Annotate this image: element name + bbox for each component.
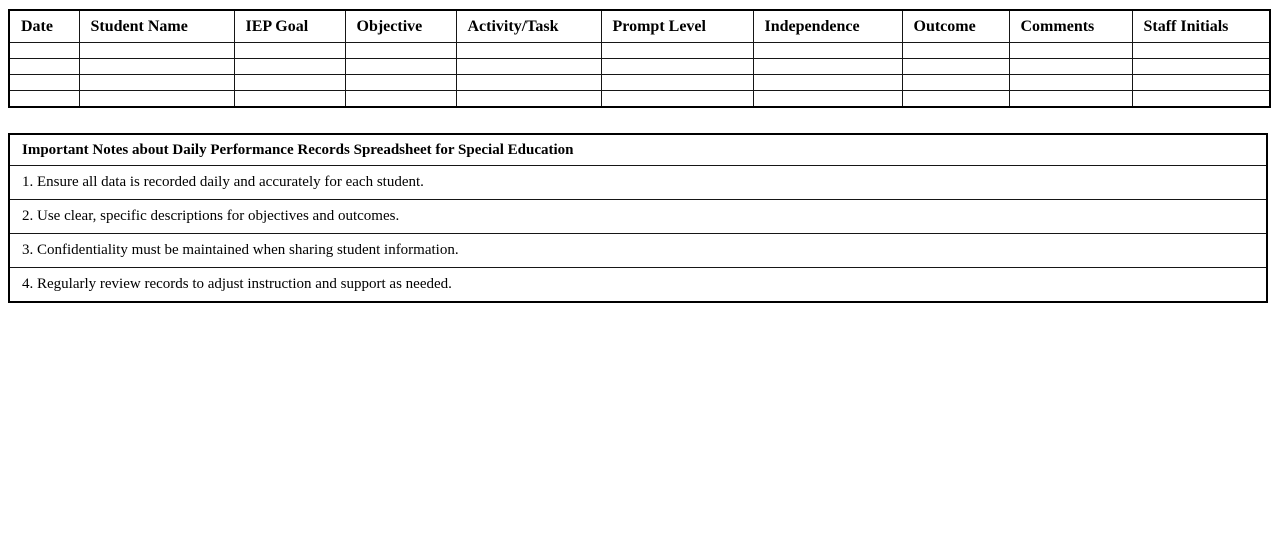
empty-cell	[79, 59, 234, 75]
empty-cell	[9, 91, 79, 108]
empty-cell	[601, 43, 753, 59]
empty-cell	[601, 91, 753, 108]
empty-cell	[753, 75, 902, 91]
empty-cell	[9, 75, 79, 91]
empty-cell	[9, 43, 79, 59]
column-header-staff-initials: Staff Initials	[1132, 10, 1270, 43]
note-item-row	[9, 234, 1267, 268]
daily-performance-record-table	[8, 9, 1271, 108]
empty-cell	[1009, 75, 1132, 91]
empty-cell	[753, 91, 902, 108]
empty-cell	[753, 59, 902, 75]
empty-cell	[345, 43, 456, 59]
empty-cell	[9, 59, 79, 75]
note-item-1: 1. Ensure all data is recorded daily and accurately for each student.	[9, 166, 1267, 200]
empty-cell	[79, 43, 234, 59]
column-header-activity-task: Activity/Task	[456, 10, 601, 43]
empty-cell	[345, 59, 456, 75]
empty-cell	[1132, 75, 1270, 91]
empty-record-row	[9, 59, 1270, 75]
empty-cell	[902, 75, 1009, 91]
empty-cell	[79, 91, 234, 108]
empty-cell	[456, 59, 601, 75]
column-header-objective: Objective	[345, 10, 456, 43]
empty-cell	[1132, 43, 1270, 59]
empty-record-row	[9, 43, 1270, 59]
note-item-4: 4. Regularly review records to adjust instruction and support as needed.	[9, 268, 1267, 303]
column-header-student-name: Student Name	[79, 10, 234, 43]
empty-cell	[1132, 91, 1270, 108]
empty-cell	[1009, 43, 1132, 59]
empty-record-row	[9, 75, 1270, 91]
column-header-outcome: Outcome	[902, 10, 1009, 43]
empty-cell	[234, 59, 345, 75]
header-row	[9, 10, 1270, 43]
column-header-iep-goal: IEP Goal	[234, 10, 345, 43]
empty-cell	[902, 91, 1009, 108]
empty-cell	[601, 75, 753, 91]
empty-cell	[601, 59, 753, 75]
empty-cell	[902, 43, 1009, 59]
empty-cell	[1009, 91, 1132, 108]
note-item-3: 3. Confidentiality must be maintained when sharing student information.	[9, 234, 1267, 268]
note-item-row	[9, 166, 1267, 200]
notes-title: Important Notes about Daily Performance Records Spreadsheet for Special Education	[9, 134, 1267, 166]
empty-cell	[234, 75, 345, 91]
empty-cell	[345, 91, 456, 108]
empty-cell	[79, 75, 234, 91]
empty-cell	[753, 43, 902, 59]
empty-record-row	[9, 91, 1270, 108]
column-header-independence: Independence	[753, 10, 902, 43]
empty-cell	[234, 43, 345, 59]
empty-cell	[345, 75, 456, 91]
column-header-comments: Comments	[1009, 10, 1132, 43]
empty-cell	[456, 75, 601, 91]
empty-cell	[456, 91, 601, 108]
empty-cell	[234, 91, 345, 108]
column-header-prompt-level: Prompt Level	[601, 10, 753, 43]
column-header-date: Date	[9, 10, 79, 43]
empty-cell	[1009, 59, 1132, 75]
important-notes-section	[8, 133, 1268, 303]
empty-cell	[456, 43, 601, 59]
note-item-row	[9, 200, 1267, 234]
empty-cell	[1132, 59, 1270, 75]
note-item-2: 2. Use clear, specific descriptions for objectives and outcomes.	[9, 200, 1267, 234]
note-item-row	[9, 268, 1267, 303]
notes-title-row	[9, 134, 1267, 166]
empty-cell	[902, 59, 1009, 75]
